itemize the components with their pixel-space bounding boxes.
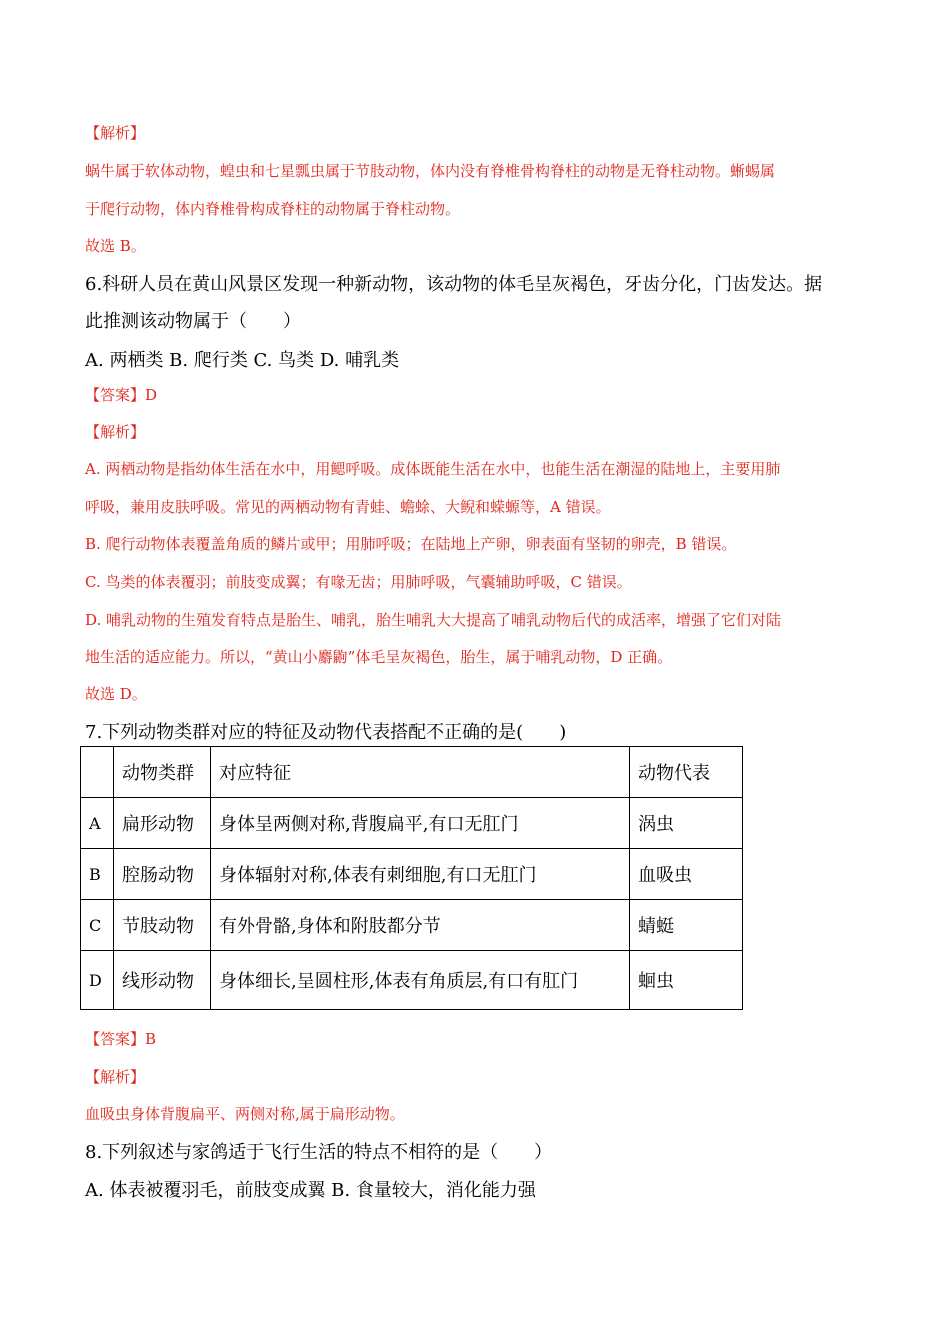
table-cell: 节肢动物 [114,900,211,951]
table-cell: 身体细长,呈圆柱形,体表有角质层,有口有肛门 [211,951,630,1010]
table-cell: D [81,951,114,1010]
question-stem: 6.科研人员在黄山风景区发现一种新动物，该动物的体毛呈灰褐色，牙齿分化，门齿发达。据 [85,274,823,295]
table-header-row [81,747,743,798]
table-row [81,900,743,951]
table-cell: 扁形动物 [114,798,211,849]
table-header-cell: 动物类群 [114,747,211,798]
table-cell: 腔肠动物 [114,849,211,900]
analysis-label: 【解析】 [85,124,146,142]
table-cell: 有外骨骼,身体和附肢都分节 [211,900,630,951]
analysis-text: 地生活的适应能力。所以，“黄山小麝鼩”体毛呈灰褐色，胎生，属于哺乳动物，D 正确。 [85,648,673,666]
answer-label: 【答案】B [85,1030,157,1048]
table-row [81,849,743,900]
table-cell: 蛔虫 [630,951,743,1010]
analysis-label: 【解析】 [85,423,146,441]
analysis-text: 蜗牛属于软体动物，蝗虫和七星瓢虫属于节肢动物，体内没有脊椎骨构脊柱的动物是无脊柱动物。蜥蜴属 [85,162,776,180]
analysis-text: A. 两栖动物是指幼体生活在水中，用鳃呼吸。成体既能生活在水中，也能生活在潮湿的陆地上，主要用肺 [85,460,781,478]
answer-label: 【答案】D [85,386,158,404]
table-cell: C [81,900,114,951]
analysis-text: 呼吸，兼用皮肤呼吸。常见的两栖动物有青蛙、蟾蜍、大鲵和蝾螈等，A 错误。 [85,498,611,516]
table-cell: 蜻蜓 [630,900,743,951]
analysis-text: D. 哺乳动物的生殖发育特点是胎生、哺乳，胎生哺乳大大提高了哺乳动物后代的成活率，增强了它们对陆 [85,611,782,629]
table-header-cell: 动物代表 [630,747,743,798]
table-cell: 身体呈两侧对称,背腹扁平,有口无肛门 [211,798,630,849]
table-cell: B [81,849,114,900]
table-cell: 血吸虫 [630,849,743,900]
question-options: A. 体表被覆羽毛，前肢变成翼 B. 食量较大，消化能力强 [85,1180,536,1201]
analysis-text: 血吸虫身体背腹扁平、两侧对称,属于扁形动物。 [85,1105,405,1123]
analysis-label: 【解析】 [85,1068,146,1086]
analysis-text: B. 爬行动物体表覆盖角质的鳞片或甲；用肺呼吸；在陆地上产卵，卵表面有坚韧的卵壳，B 错误。 [85,535,737,553]
analysis-text: C. 鸟类的体表覆羽；前肢变成翼；有喙无齿；用肺呼吸，气囊辅助呼吸，C 错误。 [85,573,632,591]
table-row [81,951,743,1010]
table-header-cell [81,747,114,798]
table-cell: 身体辐射对称,体表有刺细胞,有口无肛门 [211,849,630,900]
analysis-text: 于爬行动物，体内脊椎骨构成脊柱的动物属于脊柱动物。 [85,200,461,218]
table-header-cell: 对应特征 [211,747,630,798]
analysis-conclusion: 故选 D。 [85,685,147,703]
table-row [81,798,743,849]
animal-table [80,746,743,1010]
question-stem: 此推测该动物属于（ ） [85,311,301,332]
table-cell: 线形动物 [114,951,211,1010]
table-cell: A [81,798,114,849]
analysis-conclusion: 故选 B。 [85,237,146,255]
question-stem: 8.下列叙述与家鸽适于飞行生活的特点不相符的是（ ） [85,1142,553,1163]
table-cell: 涡虫 [630,798,743,849]
question-stem: 7.下列动物类群对应的特征及动物代表搭配不正确的是( ) [85,722,567,743]
question-options: A. 两栖类 B. 爬行类 C. 鸟类 D. 哺乳类 [85,350,400,371]
